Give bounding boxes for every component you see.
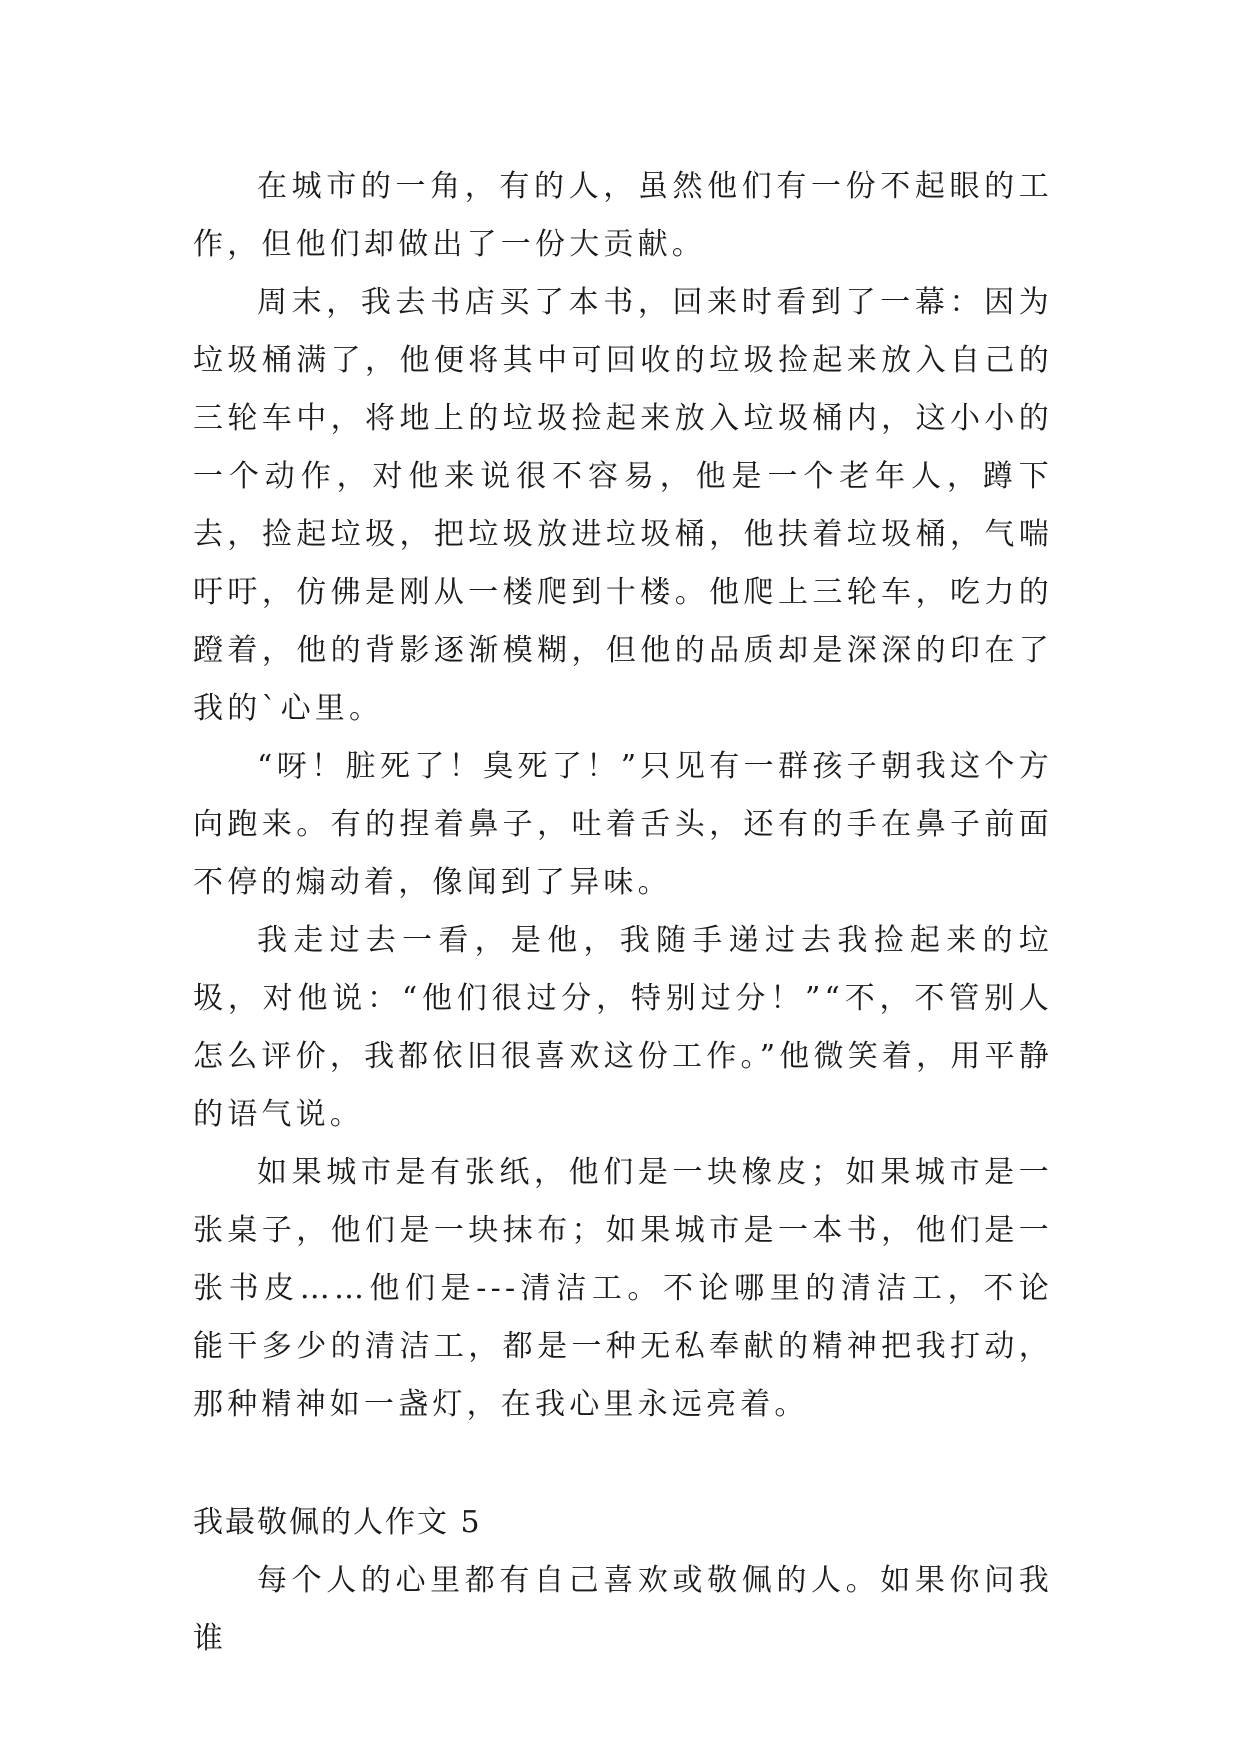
document-body — [193, 158, 1053, 1668]
section-title: 我最敬佩的人作文 5 — [193, 1505, 482, 1540]
paragraph-2: 周末，我去书店买了本书，回来时看到了一幕：因为垃圾桶满了，他便将其中可回收的垃圾捡起来放入自己的三轮车中，将地上的垃圾捡起来放入垃圾桶内，这小小的一个动作，对他来说很不容易，他是一个老年人，蹲下去，捡起垃圾，把垃圾放进垃圾桶，他扶着垃圾桶，气喘吁吁，仿佛是刚从一楼爬到十楼。他爬上三轮车，吃力的蹬着，他的背影逐渐模糊，但他的品质却是深深的印在了我的`心里。 — [193, 285, 1053, 726]
paragraph-1: 在城市的一角，有的人，虽然他们有一份不起眼的工作，但他们却做出了一份大贡献。 — [193, 169, 1053, 262]
paragraph-6: 每个人的心里都有自己喜欢或敬佩的人。如果你问我谁 — [193, 1563, 1053, 1656]
paragraph-4: 我走过去一看，是他，我随手递过去我捡起来的垃圾，对他说：“他们很过分，特别过分！”“不，不管别人怎么评价，我都依旧很喜欢这份工作。”他微笑着，用平静的语气说。 — [193, 923, 1053, 1132]
paragraph-5: 如果城市是有张纸，他们是一块橡皮；如果城市是一张桌子，他们是一块抹布；如果城市是一本书，他们是一张书皮……他们是---清洁工。不论哪里的清洁工，不论能干多少的清洁工，都是一种无私奉献的精神把我打动，那种精神如一盏灯，在我心里永远亮着。 — [193, 1155, 1053, 1422]
paragraph-3: “呀！脏死了！臭死了！”只见有一群孩子朝我这个方向跑来。有的捏着鼻子，吐着舌头，还有的手在鼻子前面不停的煽动着，像闻到了异味。 — [193, 749, 1053, 900]
